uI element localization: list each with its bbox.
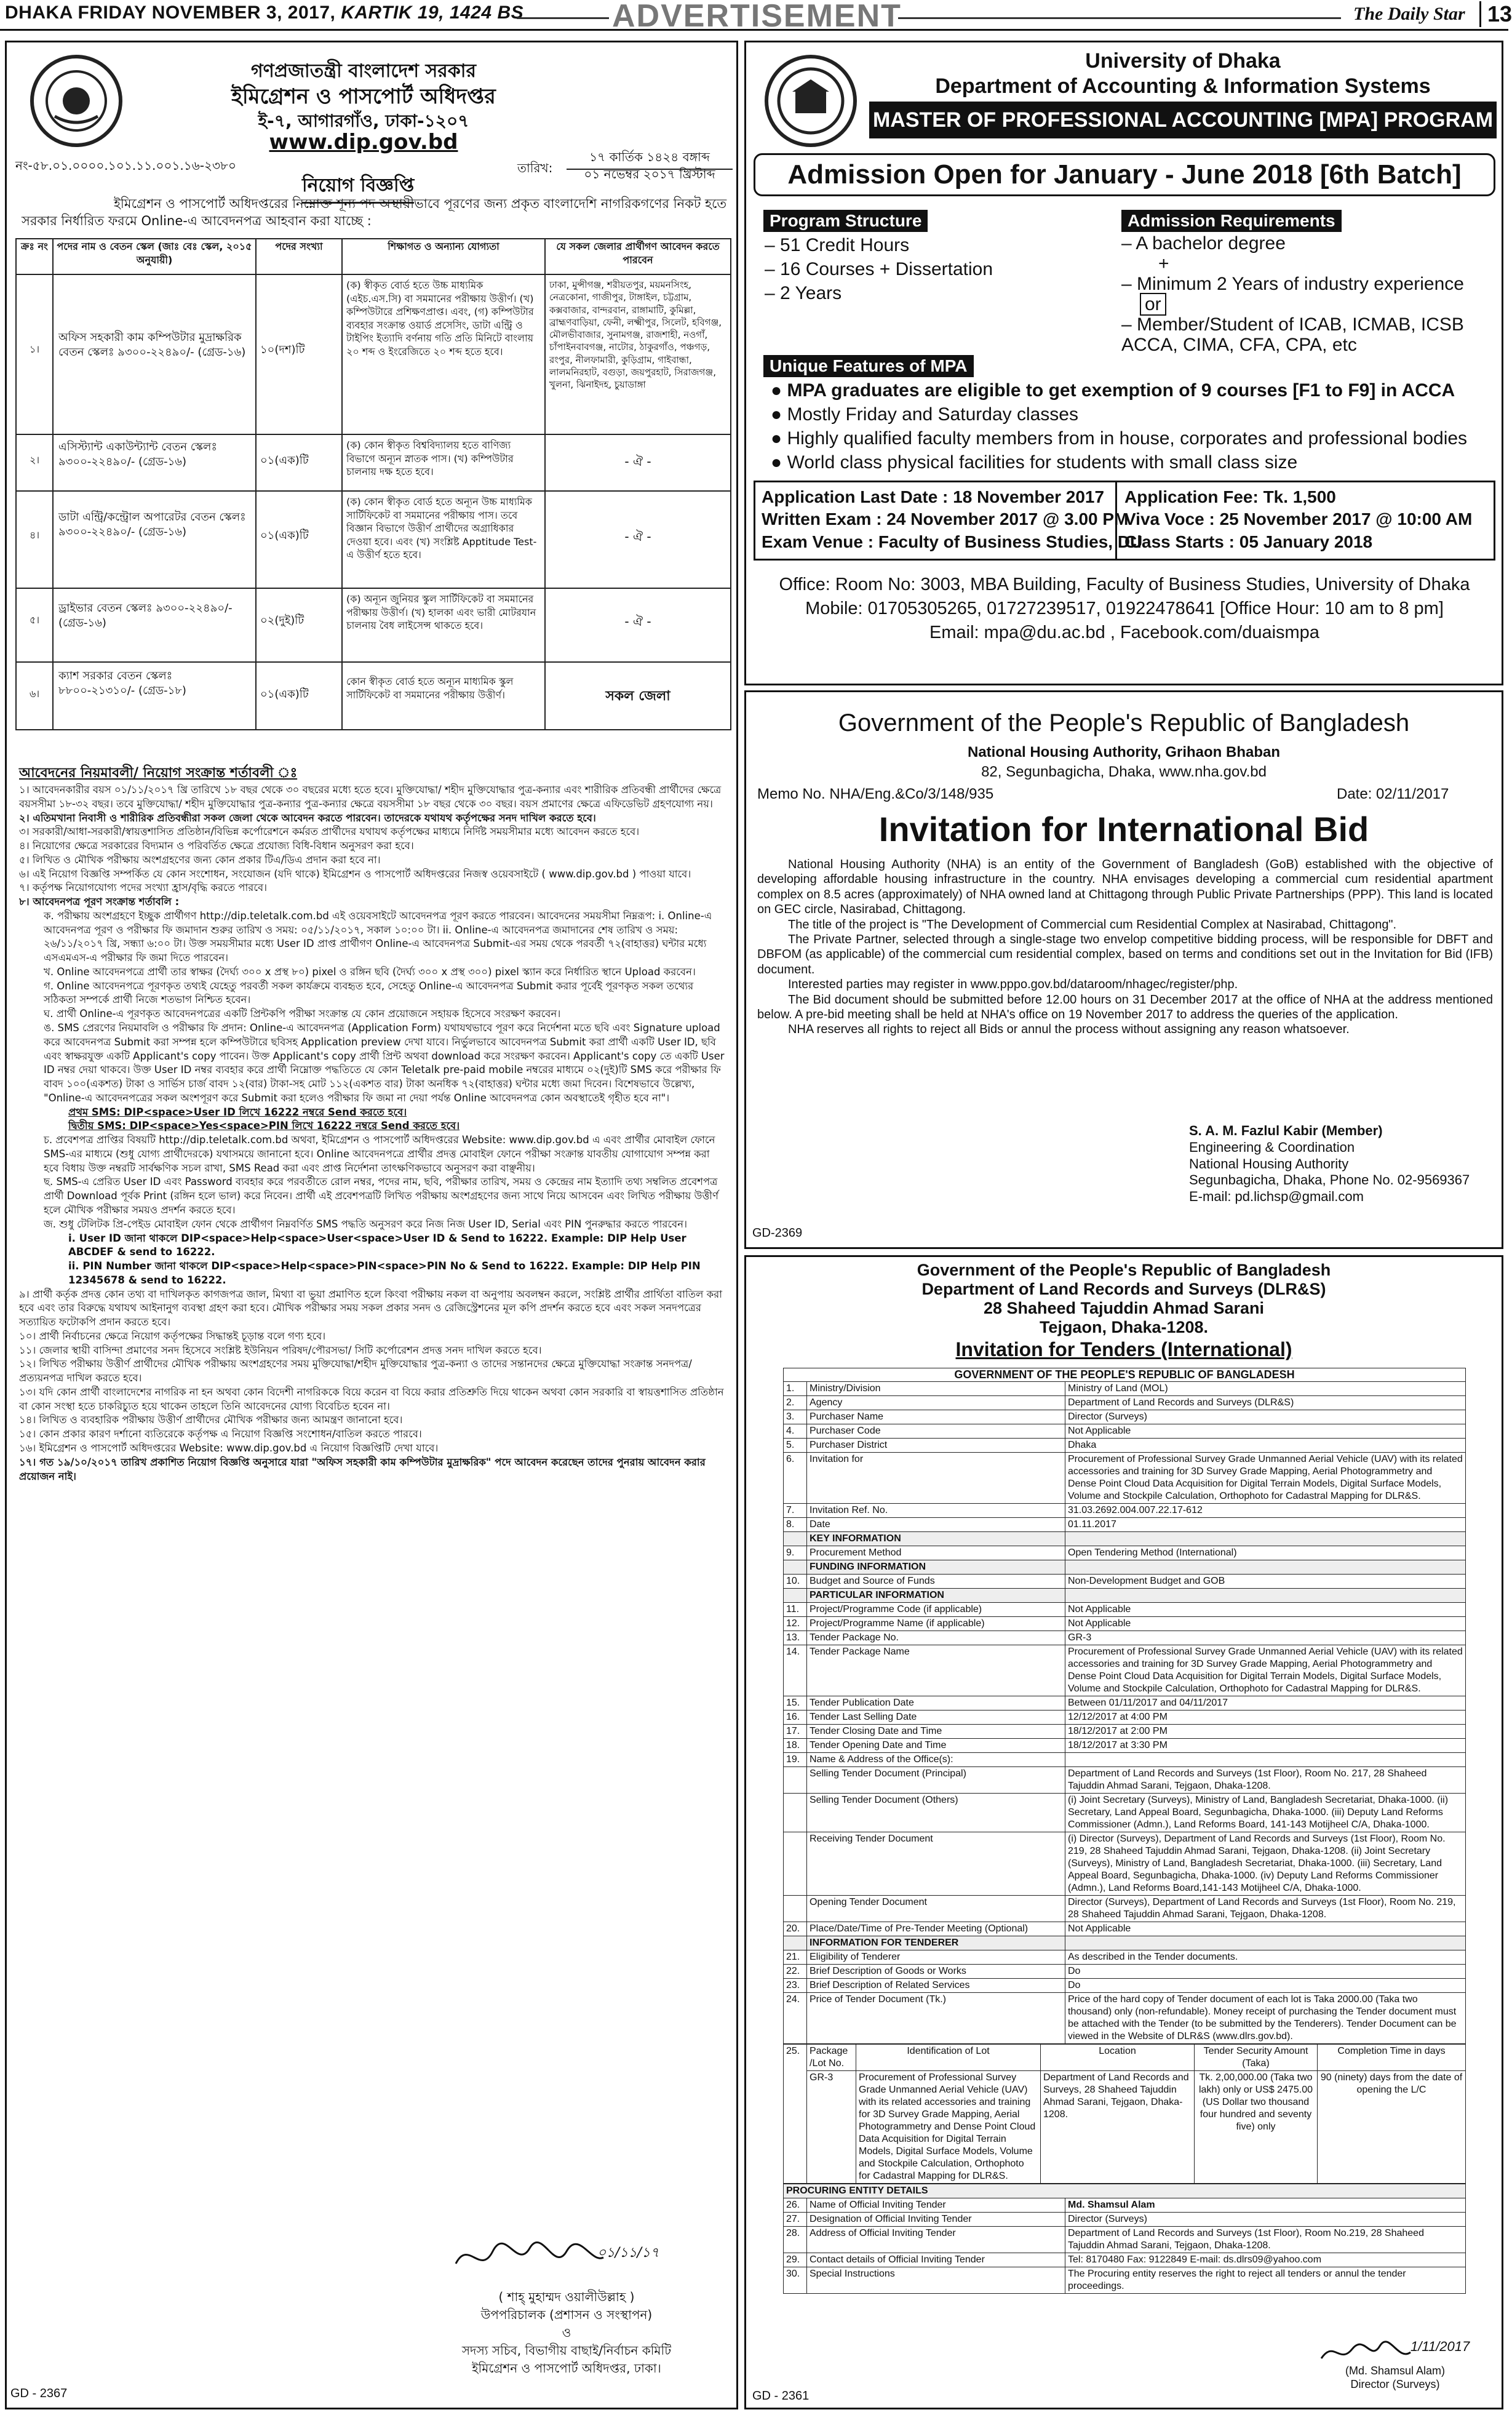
features-title: Unique Features of MPA [763,355,974,377]
date-english: ০১ নভেম্বর ২০১৭ খ্রিস্টাব্দ [584,167,715,182]
conditions-title: আবেদনের নিয়মাবলী/ নিয়োগ সংক্রান্ত শর্তাবলী ঃ [19,765,298,781]
condition-item: ১৪। লিখিত ও ব্যবহারিক পরীক্ষায় উত্তীর্ণ প্রার্থীদের মৌখিক পরীক্ষার জন্য আমন্ত্রণ জানানো হবে। [19,1414,403,1426]
date-label: তারিখ: [517,161,553,175]
table-row: 3. Purchaser Name Director (Surveys) [784,1410,1466,1424]
table-row: ১। অফিস সহকারী কাম কম্পিউটার মুদ্রাক্ষরিক বেতন স্কেলঃ ৯৩০০-২২৪৯০/- (গ্রেড-১৬) ১০(দশ)টি (ক) স্বীকৃত বোর্ড হতে উচ্চ মাধ্যমিক (এইচ.এস.সি) বা সমমানের পরীক্ষায় উত্তীর্ণ। (খ) কম্পিউটারে প্রশিক্ষণপ্রাপ্ত। এবং, (গ) কম্পিউটার ব্যবহার সংক্রান্ত ওয়ার্ড প্রসেসিং, ডাটা এন্ট্রি ও টাইপিং ইত্যাদি বর্ণনায় গতি প্রতি মিনিটে বাংলায় ২০ শব্দ ও ইংরেজিতে ২০ শব্দ হতে হবে। ঢাকা, মুন্সীগঞ্জ, শরীয়তপুর, ময়মনসিংহ, নেত্রকোনা, গাজীপুর, টাঙ্গাইল, চট্টগ্রাম, কক্সবাজার, বান্দরবান, রাঙ্গামাটি, কুমিল্লা, ব্রাহ্মণবাড়িয়া, ফেনী, লক্ষ্মীপুর, সিলেট, হবিগঞ্জ, মৌলভীবাজার, সুনামগঞ্জ, রাজশাহী, নওগাঁ, চাঁপাইনবাবগঞ্জ, নাটোর, ঠাকুরগাঁও, পঞ্চগড়, রংপুর, নীলফামারী, কুড়িগ্রাম, গাইবান্ধা, লালমনিরহাট, বগুড়া, জয়পুরহাট, সিরাজগঞ্জ, খুলনা, ঝিনাইদহ, চুয়াডাঙ্গা [16,274,731,434]
emblem-icon [30,55,122,147]
list-item: ● Highly qualified faculty members from in house, corporates and professional bodies [771,428,1468,449]
table-row: ৪। ডাটা এন্ট্রি/কন্ট্রোল অপারেটর বেতন স্কেলঃ ৯৩০০-২২৪৯০/- (গ্রেড-১৬) ০১(এক)টি (ক) কোন স্বীকৃত বোর্ড হতে অন্যূন উচ্চ মাধ্যমিক সার্টিফিকেট বা সমমানের পরীক্ষায় পাস। তবে বিজ্ঞান বিভাগে উত্তীর্ণ প্রার্থীদের অগ্রাধিকার দেওয়া হবে। এবং (খ) সংশ্লিষ্ট Apptitude Test-এ উত্তীর্ণ হতে হবে। - ঐ - [16,491,731,588]
requirements-title: Admission Requirements [1121,210,1342,232]
table-row: 26. Name of Official Inviting Tender Md. Shamsul Alam [784,2198,1466,2213]
signatory-block: ( শাহ্ মুহাম্মদ ওয়ালীউল্লাহ ) উপপরিচালক (প্রশাসন ও সংস্থাপন) ও সদস্য সচিব, বিভাগীয় বাছাই/নির্বাচন কমিটি ইমিগ্রেশন ও পাসপোর্ট অধিদপ্তর, ঢাকা। [461,2289,672,2376]
condition-item: গ. Online আবেদনপত্রে পূরণকৃত তথ্যই যেহেতু পরবর্তী সকল কার্যক্রমে ব্যবহৃত হবে, সেহেতু Online-এ আবেদনপত্র Submit করার পূর্বেই পূরণকৃত সকল তথ্যের সঠিকতা সম্পর্কে প্রার্থী নিজে শতভাগ নিশ্চিত হবেন। [44,980,694,1006]
gov-line: গণপ্রজাতন্ত্রী বাংলাদেশ সরকার [251,60,476,82]
table-row: 5. Purchaser District Dhaka [784,1439,1466,1453]
program-banner: MASTER OF PROFESSIONAL ACCOUNTING [MPA] PROGRAM [869,102,1497,138]
table-row: 1. Ministry/Division Ministry of Land (MOL) [784,1382,1466,1396]
dlrs-heading: Government of the People's Republic of Bangladesh Department of Land Records and Surveys (DLR&S) 28 Shaheed Tajuddin Ahmad Sarani Tejgaon, Dhaka-1208. [917,1261,1331,1337]
condition-item: ২। এতিমখানা নিবাসী ও শারীরিক প্রতিবন্ধীরা সকল জেলা থেকে আবেদন করতে পারবেন। তাদেরকে যথাযথ কর্তৃপক্ষের সনদ দাখিল করতে হবে। [19,812,596,824]
section-row: PARTICULAR INFORMATION [784,1589,1466,1603]
condition-item: ১৩। যদি কোন প্রার্থী বাংলাদেশের নাগরিক না হন অথবা কোন বিদেশী নাগরিককে বিয়ে করেন বা বিয়ে করার প্রতিশ্রুতি দিয়ে থাকেন অথবা কোন সরকারি বা স্বায়ত্তশাসিত প্রতিষ্ঠান বা কোন সংস্থা হতে চাকরিচ্যুত হয়ে থাকেন তাহলে তিনি আবেদনের যোগ্য বিবেচিত হবেন না। [19,1386,724,1412]
page-header [0,0,1512,34]
table-row: 15. Tender Publication Date Between 01/11/2017 and 04/11/2017 [784,1696,1466,1710]
university-name: University of Dhaka [1085,49,1281,73]
structure-list [765,233,993,305]
condition-item: ৮। আবেদনপত্র পূরণ সংক্রান্ত শর্তাবলি : [19,896,180,908]
condition-item: ৬। এই নিয়োগ বিজ্ঞপ্তি সম্পর্কিত যে কোন সংশোধন, সংযোজন (যদি থাকে) ইমিগ্রেশন ও পাসপোর্ট অধিদপ্তরের নিজস্ব ওয়েবসাইটে ( www.dip.gov.bd ) পাওয়া যাবে। [19,868,691,880]
condition-item: ১০। প্রার্থী নির্বাচনের ক্ষেত্রে নিয়োগ কর্তৃপক্ষের সিদ্ধান্তই চূড়ান্ত বলে গণ্য হবে। [19,1330,326,1342]
condition-item: ক. পরীক্ষায় অংশগ্রহণে ইচ্ছুক প্রার্থীগণ http://dip.teletalk.com.bd এই ওয়েবসাইটে আবেদনপত্র পূরণ করতে পারবেন। আবেদনের সময়সীমা নিম্নরূপ: i. Online-এ আবেদনপত্র পূরণ ও পরীক্ষার ফি জমাদান শুরুর তারিখ ও সময়: ০৫/১১/২০১৭, সকাল ১০:০০ টা। ii. Online-এ আবেদনপত্র জমাদানের শেষ তারিখ ও সময়: ২৬/১১/২০১৭ খ্রি, সন্ধ্যা ৬:০০ টা। উক্ত সময়সীমার মধ্যে User ID প্রাপ্ত প্রার্থীগণ Online-এ আবেদনপত্র Submit-এর সময় থেকে পরবর্তী ৭২(বাহাত্তর) ঘন্টার মধ্যে এসএমএস-এ পরীক্ষার ফি জমা দিতে পারবেন। [44,909,712,964]
dlrs-signatory: (Md. Shamsul Alam) Director (Surveys) [1345,2365,1446,2390]
table-row: 7. Invitation Ref. No. 31.03.2692.004.007.22.17-612 [784,1504,1466,1518]
list-item: ● Mostly Friday and Saturday classes [771,404,1078,425]
table-row: 24. Price of Tender Document (Tk.) Price of the hard copy of Tender document of each lot is Taka 2000.00 (Taka two thousand) only (non-refundable). Money receipt of purchasing the Tender document must be attached with the Tender (to be submitted by the Tenderers). Tender Document can be viewed in the Website of DLR&S (www.dlrs.gov.bd). [784,1993,1466,2044]
list-item: ● MPA graduates are eligible to get exemption of 9 courses [F1 to F9] in ACCA [771,380,1455,401]
requirements-list: – A bachelor degree + – Minimum 2 Years of industry experience or – Member/Student of ICAB, ICMAB, ICSB ACCA, CIMA, CFA, CPA, etc [1121,233,1464,355]
nha-title: Invitation for International Bid [878,810,1369,848]
website-link[interactable]: www.dip.gov.bd [269,130,458,154]
section-row: INFORMATION FOR TENDERER [784,1936,1466,1950]
condition-item: i. User ID জানা থাকলে DIP<space>Help<space>User<space>User ID & Send to 16222. Example: DIP Help User ABCDEF & send to 16222. [68,1232,686,1258]
nha-memo: Memo No. NHA/Eng.&Co/3/148/935 [757,786,994,802]
sms-second: দ্বিতীয় SMS: DIP<space>Yes<space>PIN লিখে 16222 নম্বরে Send করতে হবে। [68,1120,460,1132]
table-row: ৬। ক্যাশ সরকার বেতন স্কেলঃ ৮৮০০-২১৩১০/- (গ্রেড-১৮) ০১(এক)টি কোন স্বীকৃত বোর্ড হতে অন্যূন মাধ্যমিক স্কুল সার্টিফিকেট বা সমমানের পরীক্ষায় উত্তীর্ণ। সকল জেলা [16,662,731,730]
table-row: 4. Purchaser Code Not Applicable [784,1424,1466,1439]
conditions-list [19,783,726,1483]
table-row: 14. Tender Package Name Procurement of Professional Survey Grade Unmanned Aerial Vehicle (UAV) with its related accessories and training for 3D Survey Grade Mapping, Aerial Photogrammetry and Dense Point Cloud Data Acquisition for Digital Terrain Models, Digital Surface Models, Volume and Stockpile Calculation, Orthophoto for Cadastral Mapping for DLR&S. [784,1645,1466,1696]
structure-title: Program Structure [763,210,928,232]
table-row: 21. Eligibility of Tenderer As described in the Tender documents. [784,1950,1466,1965]
nha-signatory: S. A. M. Fazlul Kabir (Member) Engineering & Coordination National Housing Authority Segunbagicha, Dhaka, Phone No. 02-9569367 E-mail: pd.lichsp@gmail.com [1189,1123,1470,1205]
table-row: 25. Package /Lot No. Identification of Lot Location Tender Security Amount (Taka) Completion Time in days [784,2045,1466,2071]
condition-item: ১৫। কোন প্রকার কারণ দর্শানো ব্যতিরেকে কর্তৃপক্ষ এ নিয়োগ বিজ্ঞপ্তি সংশোধন/বাতিল করতে পারবে। [19,1428,422,1440]
dlrs-table [783,1381,1466,2044]
page-number: 13 [1479,1,1512,27]
table-row: 12. Project/Programme Name (if applicable) Not Applicable [784,1617,1466,1631]
memo-number: নং-৫৮.০১.০০০০.১০১.১১.০০১.১৬-২৩৮০ [15,158,236,173]
list-item: – 16 Courses + Dissertation [765,259,993,279]
table-row: 30. Special Instructions The Procuring entity reserves the right to reject all tenders or annul the tender proceedings. [784,2267,1466,2294]
table-row: 19. Name & Address of the Office(s): [784,1753,1466,1767]
table-row: 23. Brief Description of Related Services Do [784,1979,1466,1993]
table-row: 11. Project/Programme Code (if applicable) Not Applicable [784,1603,1466,1617]
table-row: Opening Tender Document Director (Surveys), Department of Land Records and Surveys (1st Floor), Room No. 219, 28 Shaheed Tajuddin Ahmad Sarani, Tejgaon, Dhaka-1208. [784,1896,1466,1922]
condition-item: ৪। নিয়োগের ক্ষেত্রে সরকারের বিদ্যমান ও পরিবর্তিত ক্ষেত্রে প্রযোজ্য বিধি-বিধান অনুসরণ করা হবে। [19,840,414,852]
table-row: 10. Budget and Source of Funds Non-Development Budget and GOB [784,1575,1466,1589]
table-row: 2. Agency Department of Land Records and Surveys (DLR&S) [784,1396,1466,1410]
mpa-ad [744,41,1503,685]
email-link[interactable]: Email: mpa@du.ac.bd , Facebook.com/duaismpa [929,623,1319,643]
nha-org: National Housing Authority, Grihaon Bhaban [968,744,1280,760]
table-row: ৫। ড্রাইভার বেতন স্কেলঃ ৯৩০০-২২৪৯০/- (গ্রেড-১৬) ০২(দুই)টি (ক) অন্যূন জুনিয়র স্কুল সার্টিফিকেট বা সমমানের পরীক্ষায় উত্তীর্ণ। (খ) হালকা এবং ভারী মোটরযান চালনায় বৈধ লাইসেন্স থাকতে হবে। - ঐ - [16,588,731,662]
condition-item: ৯। প্রার্থী কর্তৃক প্রদত্ত কোন তথ্য বা দাখিলকৃত কাগজপত্র জাল, মিথ্যা বা ভুয়া প্রমাণিত হলে কিংবা পরীক্ষায় নকল বা অনুপায় অবলম্বন করলে, সংশ্লিষ্ট প্রার্থীর প্রার্থিতা বাতিল করা হবে এবং তার বিরুদ্ধে যথাযথ আইনানুগ ব্যবস্থা গ্রহণ করা হবে। মৌখিক পরীক্ষার সময় সকল প্রকার সনদ ও রেজিস্ট্রেশনের মূল কপি প্রদর্শন করতে হবে এবং সকল সনদপত্রের সত্যায়িত ফটোকপি প্রদান করতে হবে। [19,1288,723,1328]
condition-item: ii. PIN Number জানা থাকলে DIP<space>Help<space>PIN<space>PIN No & Send to 16222. Example: DIP Help PIN 12345678 & send to 16222. [68,1260,701,1286]
nha-date: Date: 02/11/2017 [1337,786,1449,802]
condition-item: ১২। লিখিত পরীক্ষায় উত্তীর্ণ প্রার্থীদের মৌখিক পরীক্ষায় অংশগ্রহণের সময় মুক্তিযোদ্ধা/শহীদ মুক্তিযোদ্ধার পুত্র-কন্যা ও তাদের সন্তানদের ক্ষেত্রে মুক্তিযোদ্ধা সংক্রান্ত সনদপত্র/প্রত্যয়নপত্র দাখিল করতে হবে। [19,1358,692,1384]
condition-item: ১১। জেলার স্থায়ী বাসিন্দা প্রমাণের সনদ হিসেবে সংশ্লিষ্ট ইউনিয়ন পরিষদ/পৌরসভা/ সিটি কর্পোরেশন প্রদত্ত সনদ দাখিল করতে হবে। [19,1344,542,1356]
date-bangla: ১৭ কার্তিক ১৪২৪ বঙ্গাব্দ [567,148,733,170]
condition-item: ৫। লিখিত ও মৌখিক পরীক্ষায় অংশগ্রহণের জন্য কোন প্রকার টিএ/ডিএ প্রদান করা হবে না। [19,853,381,866]
admission-banner: Admission Open for January - June 2018 [6th Batch] [754,153,1495,196]
table-row: Receiving Tender Document (i) Director (Surveys), Department of Land Records and Surveys (1st Floor), Room No. 219, 28 Shaheed Tajuddin Ahmad Sarani, Tejgaon, Dhaka-1208. (ii) Joint Secretary (Surveys), Ministry of Land, Bangladesh Secretariat, Dhaka-1000. (iii) Secretary, Land Appeal Board, Segunbagicha, Dhaka-1000. (iv) Deputy Land Reforms Commissioner (Admn.), Land Reforms Board,141-143 Motijheel C/A, Dhaka-1000. [784,1832,1466,1896]
table-row: 8. Date 01.11.2017 [784,1518,1466,1532]
list-item: – 2 Years [765,283,842,303]
table-row: 29. Contact details of Official Inviting Tender Tel: 8170480 Fax: 9122849 E-mail: ds.dlrs09@yahoo.com [784,2253,1466,2267]
signature-icon [450,2233,610,2282]
condition-item: ঘ. প্রার্থী Online-এ পূরণকৃত আবেদনপত্রের একটি প্রিন্টকপি পরীক্ষা সংক্রান্ত যে কোন প্রয়োজনে সহায়ক হিসেবে সংরক্ষণ করবেন। [44,1008,561,1020]
dlrs-tender-ad [744,1255,1503,2409]
dateline: DHAKA FRIDAY NOVEMBER 3, 2017, KARTIK 19, 1424 BS [5,2,524,23]
gd-code: GD - 2367 [10,2387,68,2400]
department-name: Department of Accounting & Information Systems [935,74,1431,98]
signature-date: 1/11/2017 [1411,2339,1470,2354]
table-row: Selling Tender Document (Principal) Department of Land Records and Surveys (1st Floor), Room No. 217, 28 Shaheed Tajuddin Ahmad Sarani, Tejgaon, Dhaka-1208. [784,1767,1466,1794]
table-header: ক্রঃ নং পদের নাম ও বেতন স্কেল (জাঃ বেঃ স্কেল, ২০১৫ অনুযায়ী) পদের সংখ্যা শিক্ষাগত ও অন্যান্য যোগ্যতা যে সকল জেলার প্রার্থীগণ আবেদন করতে পারবেন [16,239,731,274]
condition-item: ১৭। গত ১৯/১০/২০১৭ তারিখ প্রকাশিত নিয়োগ বিজ্ঞপ্তি অনুসারে যারা "অফিস সহকারী কাম কম্পিউটার মুদ্রাক্ষরিক" পদে আবেদন করেছেন তাদের পুনরায় আবেদন করার প্রয়োজন নাই। [19,1456,706,1482]
nha-gov: Government of the People's Republic of Bangladesh [838,709,1410,736]
notice-title: নিয়োগ বিজ্ঞপ্তি [302,170,414,204]
posts-table [15,238,731,730]
section-row: PROCURING ENTITY DETAILS [784,2184,1466,2198]
list-item: – 51 Credit Hours [765,235,910,255]
address-line: ই-৭, আগারগাঁও, ঢাকা-১২০৭ [258,111,469,131]
table-row: 9. Procurement Method Open Tendering Method (International) [784,1546,1466,1560]
condition-item: ৩। সরকারী/আধা-সরকারী/স্বায়ত্তশাসিত প্রতিষ্ঠান/বিভিন্ন কর্পোরেশনে কর্মরত প্রার্থীদের যথাযথ কর্তৃপক্ষের মাধ্যমে নির্দিষ্ট সময়সীমার মধ্যে আবেদন করতে হবে। [19,826,640,838]
key-dates: Application Last Date : 18 November 2017 Written Exam : 24 November 2017 @ 3.00 PM Exam Venue : Faculty of Business Studies, DU Application Fee: Tk. 1,500 Viva Voce : 25 November 2017 @ 10:00 AM Class Starts : 05 January 2018 [754,481,1495,561]
dlrs-title: Invitation for Tenders (International) [955,1338,1292,1360]
sms-first: প্রথম SMS: DIP<space>User ID লিখে 16222 নম্বরে Send করতে হবে। [68,1106,407,1118]
table-row: Selling Tender Document (Others) (i) Joint Secretary (Surveys), Ministry of Land, Bangladesh Secretariat, Dhaka-1000. (ii) Secretary, Land Appeal Board, Segunbagicha, Dhaka-1000. (iii) Deputy Land Reforms Commissioner (Admn.), Land Reforms Board, 141-143 Motijheel C/A, Dhaka-1000. [784,1794,1466,1832]
table-row: 18. Tender Opening Date and Time 18/12/2017 at 3:30 PM [784,1739,1466,1753]
section-title: ADVERTISEMENT [612,0,902,34]
table-row: ২। এসিস্ট্যান্ট একাউন্ট্যান্ট বেতন স্কেলঃ ৯৩০০-২২৪৯০/- (গ্রেড-১৬) ০১(এক)টি (ক) কোন স্বীকৃত বিশ্ববিদ্যালয় হতে বাণিজ্য বিভাগে অন্যূন স্নাতক পাস। (খ) কম্পিউটার চালনায় দক্ষ হতে হবে। - ঐ - [16,434,731,491]
recruitment-ad [5,41,738,2409]
table-row: 6. Invitation for Procurement of Professional Survey Grade Unmanned Aerial Vehicle (UAV) with its related accessories and training for 3D Survey Grade Mapping, Aerial Photogrammetry and Dense Point Cloud Data Acquisition for Digital Terrain Models, Digital Surface Models, Volume and Stockpile Calculation, Orthophoto for Cadastral Mapping for DLR&S. [784,1453,1466,1504]
table-row: 13. Tender Package No. GR-3 [784,1631,1466,1645]
condition-item: ছ. SMS-এ প্রেরিত User ID এবং Password ব্যবহার করে পরবর্তীতে রোল নম্বর, পদের নাম, ছবি, পরীক্ষার তারিখ, সময় ও কেন্দ্রের নাম ইত্যাদি তথ্য সম্বলিত প্রবেশপত্র প্রার্থী Download পূর্বক Print (রঙ্গিন হলে ভাল) করে নিবেন। প্রার্থী এই প্রবেশপত্রটি লিখিত পরীক্ষায় অংশগ্রহণের জন্য সাথে নিয়ে আসবেন এবং লিখিত পরীক্ষায় উত্তীর্ণ হলে মৌখিক পরীক্ষার সময়ও প্রদর্শন করতে হবে। [44,1176,718,1216]
contact-info: Office: Room No: 3003, MBA Building, Faculty of Business Studies, University of Dhaka Mobile: 01705305265, 01727239517, 01922478641 [Office Hour: 10 am to 8 pm] Email: mpa@du.ac.bd , Facebook.com/duaismpa [754,573,1495,645]
nha-bid-ad [744,690,1503,1249]
university-logo-icon [765,55,857,147]
dept-line: ইমিগ্রেশন ও পাসপোর্ট অধিদপ্তর [231,84,496,109]
table-row: 20. Place/Date/Time of Pre-Tender Meeting (Optional) Not Applicable [784,1922,1466,1936]
table-row: GR-3 Procurement of Professional Survey Grade Unmanned Aerial Vehicle (UAV) with its related accessories and training for 3D Survey Grade Mapping, Aerial Photogrammetry and Dense Point Cloud Data Acquisition for Digital Terrain Models, Digital Surface Models, Volume and Stockpile Calculation, Orthophoto for Cadastral Mapping for DLR&S. Department of Land Records and Surveys, 28 Shaheed Tajuddin Ahmad Sarani, Tejgaon, Dhaka-1208. Tk. 2,00,000.00 (Taka two lakh) only or US$ 2475.00 (US Dollar two thousand four hundred and seventy five) only 90 (ninety) days from the date of opening the L/C [784,2071,1466,2184]
condition-item: ১। আবেদনকারীর বয়স ০১/১১/২০১৭ খ্রি তারিখে ১৮ বছর থেকে ৩০ বছরের মধ্যে হতে হবে। মুক্তিযোদ্ধা/ শহীদ মুক্তিযোদ্ধার পুত্র-কন্যার এবং শারীরিক প্রতিবন্ধী প্রার্থীদের ক্ষেত্রে বয়সসীমা ১৮-৩২ বছর। তবে মুক্তিযোদ্ধা/ শহীদ মুক্তিযোদ্ধার পুত্র-কন্যার পুত্র-কন্যার ক্ষেত্রে বয়সসীমা ১৮ বছর থেকে ৩০ বছর। বয়স প্রমাণের ক্ষেত্রে এফিডেভিট গ্রহণযোগ্য নয়। [19,784,722,810]
condition-item: জ. শুধু টেলিটক প্রি-পেইড মোবাইল ফোন থেকে প্রার্থীগণ নিম্নবর্ণিত SMS পদ্ধতি অনুসরণ করে নিজ নিজ User ID, Serial এবং PIN পুনরুদ্ধার করতে পারবেন। [44,1218,687,1230]
condition-item: ৭। কর্তৃপক্ষ নিয়োগযোগ্য পদের সংখ্যা হ্রাস/বৃদ্ধি করতে পারবে। [19,882,268,894]
gd-code: GD - 2361 [752,2389,810,2403]
procuring-table [783,2184,1466,2294]
section-row: FUNDING INFORMATION [784,1560,1466,1575]
newspaper-name: The Daily Star [1353,4,1465,24]
condition-item: খ. Online আবেদনপত্রে প্রার্থী তার স্বাক্ষর (দৈর্ঘ্য ৩০০ x প্রস্থ ৮০) pixel ও রঙ্গিন ছবি (দৈর্ঘ্য ৩০০ x প্রস্থ ৩০০) pixel স্ক্যান করে নির্ধারিত স্থানে Upload করবেন। [44,965,696,978]
table-row: 22. Brief Description of Goods or Works Do [784,1965,1466,1979]
nha-body: National Housing Authority (NHA) is an entity of the Government of Bangladesh (GoB) established with the objective of developing affordable housing infrastructure in the country. NHA envisages developing a commercial cum residential apartment complex on 8.5 acres (approximately) of NHA owned land at Chittagong through Public Private Partnerships (PPP). This land is located on GEC circle, Nasirabad, Chittagong. The title of the project is "The Development of Commercial cum Residential Complex at Nasirabad, Chittagong". The Private Partner, selected through a single-stage two envelop competitive bidding process, will be responsible for DBFT and DBFOM (as applicable) of the commercial cum residential complex, based on terms and conditions set out in the Invitation for Bid (IFB) document. Interested parties may register in www.pppo.gov.bd/dataroom/nhagec/register/php. The Bid document should be submitted before 12.00 hours on 31 December 2017 at the office of NHA at the address mentioned below. A pre-bid meeting shall be held at NHA's office on 19 November 2017 to address the queries of the application. NHA reserves all rights to reject all Bids or annul the process without assigning any reason whatsoever. [757,858,1493,1037]
condition-item: ঙ. SMS প্রেরণের নিয়মাবলি ও পরীক্ষার ফি প্রদান: Online-এ আবেদনপত্র (Application Form) যথাযথভাবে পূরণ করে নির্দেশনা মতে ছবি এবং Signature upload করে আবেদনপত্র Submit করা সম্পন্ন হলে কম্পিউটারে ছবিসহ Application preview দেখা যাবে। নির্ভুলভাবে আবেদনপত্র Submit করা প্রার্থী একটি User ID, ছবি এবং স্বাক্ষরযুক্ত একটি Applicant's copy পাবেন। উক্ত Applicant's copy প্রার্থী প্রিন্ট অথবা download করে সংরক্ষণ করবেন। Applicant's copy তে একটি User ID নম্বর দেয়া থাকবে। উক্ত User ID নম্বর ব্যবহার করে প্রার্থী নিম্নোক্ত পদ্ধতিতে যে কোন Teletalk pre-paid mobile নম্বরের মাধ্যমে ০২(দুই)টি SMS করে পরীক্ষার ফি বাবদ ১০০(একশত) টাকা ও সার্ভিস চার্জ বাবদ ১২(বার) টাকা-সহ মোট ১১২(একশত বার) টাকা অনধিক ৭২(বাহাত্তর) ঘন্টার মধ্যে জমা দিবেন। বিশেষভাবে উল্লেখ্য, "Online-এ আবেদনপত্রের সকল অংশপূরণ করে Submit করা হলেও পরীক্ষার ফি জমা না দেয়া পর্যন্ত Online আবেদনপত্র কোন অবস্থাতেই গৃহীত হবে না"। [44,1022,725,1104]
table-row: 17. Tender Closing Date and Time 18/12/2017 at 2:00 PM [784,1725,1466,1739]
intro-text: ইমিগ্রেশন ও পাসপোর্ট অধিদপ্তরের নিম্নোক্ত শূন্য পদ অস্থায়ীভাবে পূরণের জন্য প্রকৃত বাংলাদেশি নাগরিকগণের নিকট হতে সরকার নির্ধারিত ফরমে Online-এ আবেদনপত্র আহবান করা যাচ্ছে : [22,196,727,229]
condition-item: ১৬। ইমিগ্রেশন ও পাসপোর্ট অধিদপ্তরের Website: www.dip.gov.bd এ নিয়োগ বিজ্ঞপ্তিটি দেখা যাবে। [19,1442,439,1454]
lot-table [783,2044,1466,2184]
list-item: ● World class physical facilities for students with small class size [771,452,1298,473]
table-row: 16. Tender Last Selling Date 12/12/2017 at 4:00 PM [784,1710,1466,1725]
dlrs-table-wrap [783,1368,1466,2294]
table-row: 28. Address of Official Inviting Tender Department of Land Records and Surveys (1st Floor), Room No.219, 28 Shaheed Tajuddin Ahmad Sarani, Tejgaon, Dhaka-1208. [784,2227,1466,2253]
signature-date: ০১/১১/১৭ [597,2245,659,2261]
gd-code: GD-2369 [752,1226,803,1240]
dlrs-table-title: GOVERNMENT OF THE PEOPLE'S REPUBLIC OF BANGLADESH [783,1368,1466,1381]
table-row: 27. Designation of Official Inviting Tender Director (Surveys) [784,2213,1466,2227]
nha-address: 82, Segunbagicha, Dhaka, www.nha.gov.bd [981,764,1267,780]
section-row: KEY INFORMATION [784,1532,1466,1546]
features-list [771,378,1497,474]
condition-item: চ. প্রবেশপত্র প্রাপ্তির বিষয়টি http://dip.teletalk.com.bd অথবা, ইমিগ্রেশন ও পাসপোর্ট অধিদপ্তরের Website: www.dip.gov.bd এ এবং প্রার্থীর মোবাইল ফোনে SMS-এর মাধ্যমে (শুধু যোগ্য প্রার্থীদেরকে) যথাসময়ে জানানো হবে। Online আবেদনপত্রে প্রার্থীর প্রদত্ত মোবাইল ফোনে পরীক্ষা সংক্রান্ত যাবতীয় যোগাযোগ সম্পন্ন করা হবে বিধায় উক্ত নম্বরটি সার্বক্ষণিক সচল রাখা, SMS Read করা এবং প্রাপ্ত নির্দেশনা তাৎক্ষণিকভাবে অনুসরণ করা বাঞ্ছনীয়। [44,1134,715,1174]
